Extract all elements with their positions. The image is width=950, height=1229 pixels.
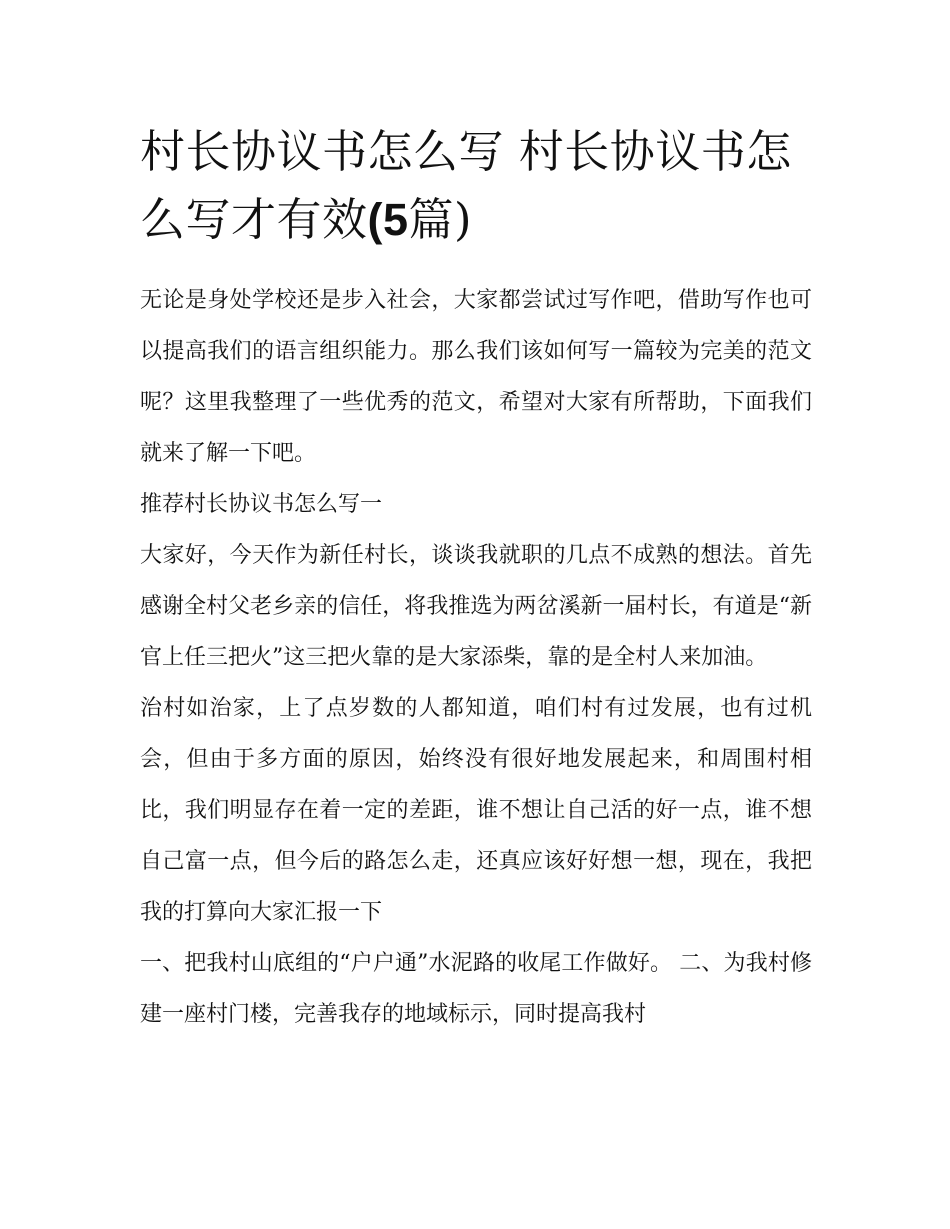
- body-paragraph: 治村如治家，上了点岁数的人都知道，咱们村有过发展，也有过机会，但由于多方面的原因，始终没有很好地发展起来，和周围村相比，我们明显存在着一定的差距，谁不想让自己活的好一点，谁不想自己富一点，但今后的路怎么走，还真应该好好想一想，现在，我把我的打算向大家汇报一下: [140, 696, 812, 925]
- intro-paragraph: 无论是身处学校还是步入社会，大家都尝试过写作吧，借助写作也可以提高我们的语言组织能力。那么我们该如何写一篇较为完美的范文呢？这里我整理了一些优秀的范文，希望对大家有所帮助，下面我们就来了解一下吧。: [140, 288, 812, 466]
- title-count: (5: [367, 194, 409, 245]
- document-body: [140, 275, 812, 1040]
- section-heading: 推荐村长协议书怎么写一: [140, 492, 383, 517]
- title-text: 村长协议书怎么写 村长协议书怎么写才有效: [140, 125, 792, 246]
- document-title: [140, 118, 820, 254]
- body-paragraph: 一、把我村山底组的“户户通”水泥路的收尾工作做好。 二、为我村修建一座村门楼，完善我存的地域标示，同时提高我村: [140, 951, 812, 1027]
- title-suffix: 篇): [408, 193, 473, 246]
- body-paragraph: 大家好，今天作为新任村长，谈谈我就职的几点不成熟的想法。首先感谢全村父老乡亲的信任，将我推选为两岔溪新一届村长，有道是“新官上任三把火”这三把火靠的是大家添柴，靠的是全村人来加油。: [140, 543, 812, 670]
